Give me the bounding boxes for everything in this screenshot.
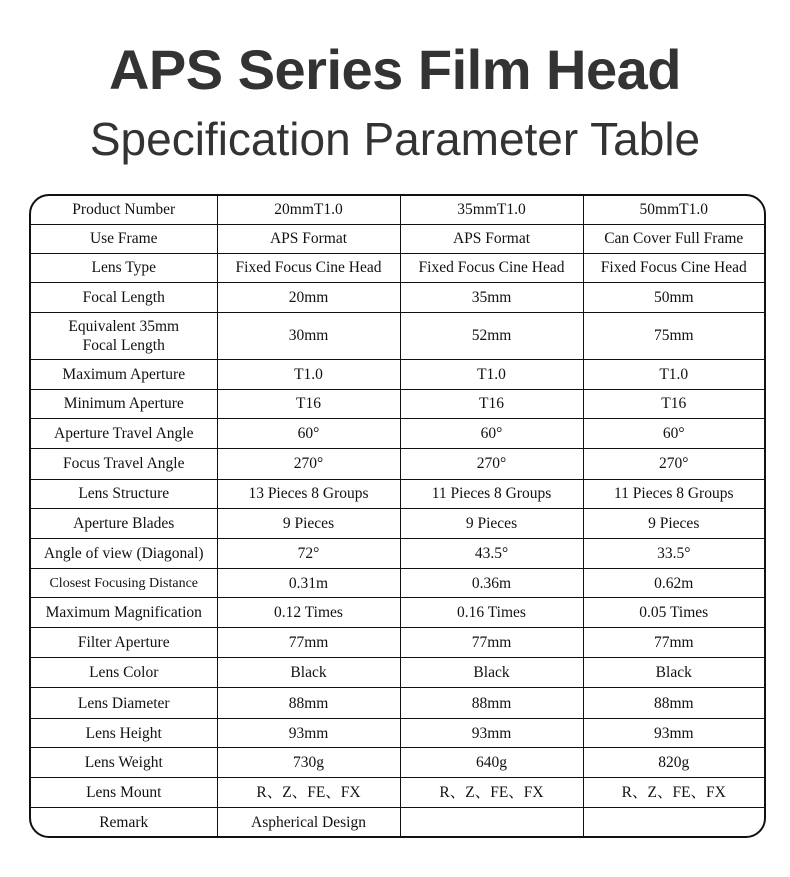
cell-model-3: 11 Pieces 8 Groups — [583, 479, 764, 508]
cell-model-2: 9 Pieces — [400, 508, 583, 538]
row-closest-focusing-distance — [31, 569, 764, 598]
row-label: Product Number — [31, 196, 217, 224]
cell-model-2: T16 — [400, 389, 583, 418]
row-product-number — [31, 196, 764, 224]
row-label: Lens Structure — [31, 479, 217, 508]
cell-model-1: T16 — [217, 389, 400, 418]
cell-model-1: APS Format — [217, 224, 400, 253]
cell-model-3: R、Z、FE、FX — [583, 778, 764, 808]
cell-model-3 — [583, 808, 764, 836]
page-title: APS Series Film Head — [108, 38, 681, 101]
row-lens-color — [31, 658, 764, 688]
cell-model-3: 93mm — [583, 719, 764, 748]
row-label: Angle of view (Diagonal) — [31, 538, 217, 568]
row-use-frame — [31, 224, 764, 253]
cell-model-3: 50mmT1.0 — [583, 196, 764, 224]
cell-model-3: 9 Pieces — [583, 508, 764, 538]
row-maximum-magnification — [31, 598, 764, 628]
cell-model-2: T1.0 — [400, 359, 583, 389]
cell-model-3: 820g — [583, 748, 764, 778]
row-label: Use Frame — [31, 224, 217, 253]
cell-model-1: 9 Pieces — [217, 508, 400, 538]
cell-model-2: 52mm — [400, 312, 583, 359]
row-label: Lens Diameter — [31, 688, 217, 719]
cell-model-3: 77mm — [583, 628, 764, 658]
row-focus-travel-angle — [31, 448, 764, 479]
cell-model-3: 75mm — [583, 312, 764, 359]
cell-model-1: 20mmT1.0 — [217, 196, 400, 224]
cell-model-3: 50mm — [583, 282, 764, 312]
cell-model-3: 0.62m — [583, 569, 764, 598]
row-label: Aperture Travel Angle — [31, 418, 217, 448]
page-subtitle: Specification Parameter Table — [89, 113, 701, 165]
row-remark — [31, 808, 764, 836]
row-filter-aperture — [31, 628, 764, 658]
cell-model-1: R、Z、FE、FX — [217, 778, 400, 808]
cell-model-2 — [400, 808, 583, 836]
row-lens-structure — [31, 479, 764, 508]
cell-model-2: 0.16 Times — [400, 598, 583, 628]
cell-model-1: Fixed Focus Cine Head — [217, 253, 400, 282]
cell-model-2: 43.5° — [400, 538, 583, 568]
row-angle-of-view — [31, 538, 764, 568]
cell-model-1: Black — [217, 658, 400, 688]
cell-model-2: 270° — [400, 448, 583, 479]
row-label: Focal Length — [31, 282, 217, 312]
cell-model-3: 33.5° — [583, 538, 764, 568]
row-label: Lens Type — [31, 253, 217, 282]
cell-model-2: Fixed Focus Cine Head — [400, 253, 583, 282]
cell-model-2: 88mm — [400, 688, 583, 719]
cell-model-1: 60° — [217, 418, 400, 448]
cell-model-2: 11 Pieces 8 Groups — [400, 479, 583, 508]
row-label: Minimum Aperture — [31, 389, 217, 418]
cell-model-2: 60° — [400, 418, 583, 448]
cell-model-1: 93mm — [217, 719, 400, 748]
cell-model-3: T1.0 — [583, 359, 764, 389]
cell-model-2: Black — [400, 658, 583, 688]
row-label: Aperture Blades — [31, 508, 217, 538]
row-lens-diameter — [31, 688, 764, 719]
cell-model-3: 88mm — [583, 688, 764, 719]
row-label: Lens Height — [31, 719, 217, 748]
cell-model-1: 270° — [217, 448, 400, 479]
row-label: Maximum Magnification — [31, 598, 217, 628]
cell-model-3: Can Cover Full Frame — [583, 224, 764, 253]
cell-model-3: 0.05 Times — [583, 598, 764, 628]
cell-model-3: 270° — [583, 448, 764, 479]
row-label: Lens Mount — [31, 778, 217, 808]
row-aperture-travel-angle — [31, 418, 764, 448]
cell-model-2: 0.36m — [400, 569, 583, 598]
row-label: Filter Aperture — [31, 628, 217, 658]
cell-model-2: APS Format — [400, 224, 583, 253]
row-lens-weight — [31, 748, 764, 778]
row-lens-mount — [31, 778, 764, 808]
cell-model-3: 60° — [583, 418, 764, 448]
cell-model-2: 640g — [400, 748, 583, 778]
row-label: Remark — [31, 808, 217, 836]
cell-model-1: 88mm — [217, 688, 400, 719]
cell-model-1: 77mm — [217, 628, 400, 658]
cell-model-1: 730g — [217, 748, 400, 778]
row-label: Maximum Aperture — [31, 359, 217, 389]
row-aperture-blades — [31, 508, 764, 538]
cell-model-1: 30mm — [217, 312, 400, 359]
row-label: Lens Color — [31, 658, 217, 688]
row-lens-type — [31, 253, 764, 282]
cell-model-2: 35mmT1.0 — [400, 196, 583, 224]
cell-model-1: 13 Pieces 8 Groups — [217, 479, 400, 508]
cell-model-3: Fixed Focus Cine Head — [583, 253, 764, 282]
cell-model-2: 35mm — [400, 282, 583, 312]
cell-model-1: 72° — [217, 538, 400, 568]
cell-model-3: T16 — [583, 389, 764, 418]
cell-model-2: R、Z、FE、FX — [400, 778, 583, 808]
row-lens-height — [31, 719, 764, 748]
spec-table — [31, 196, 764, 836]
row-label: Lens Weight — [31, 748, 217, 778]
cell-model-1: 20mm — [217, 282, 400, 312]
cell-model-1: 0.31m — [217, 569, 400, 598]
row-label: Focus Travel Angle — [31, 448, 217, 479]
cell-model-2: 77mm — [400, 628, 583, 658]
row-label: Equivalent 35mm Focal Length — [31, 312, 217, 359]
cell-model-3: Black — [583, 658, 764, 688]
row-minimum-aperture — [31, 389, 764, 418]
row-focal-length — [31, 282, 764, 312]
cell-model-1: T1.0 — [217, 359, 400, 389]
row-label: Closest Focusing Distance — [31, 569, 217, 598]
cell-model-2: 93mm — [400, 719, 583, 748]
cell-model-1: 0.12 Times — [217, 598, 400, 628]
spec-table-container — [29, 194, 766, 838]
cell-model-1: Aspherical Design — [217, 808, 400, 836]
row-maximum-aperture — [31, 359, 764, 389]
row-equivalent-focal-length — [31, 312, 764, 359]
